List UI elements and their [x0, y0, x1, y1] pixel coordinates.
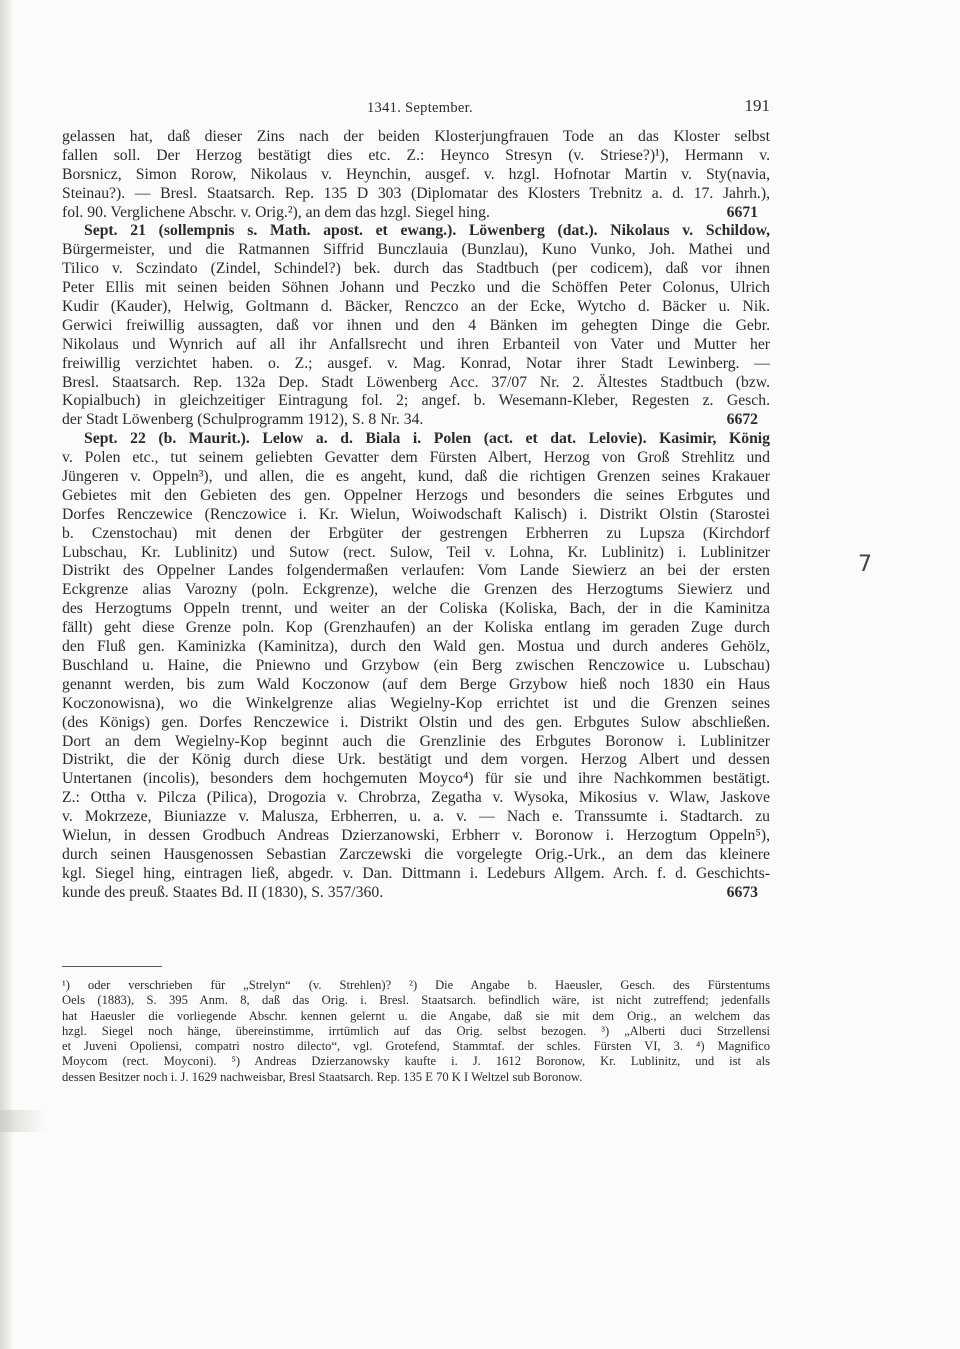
text-line: (des Königs) gen. Dorfes Renczewice i. Distrikt Olstin und des gen. Erbgutes Sulow abschließen.: [62, 713, 770, 731]
text-line-with-entry: [62, 884, 770, 903]
text-line-with-entry: [62, 204, 770, 223]
scan-edge-shadow: [0, 0, 14, 1349]
entry-number: 6672: [726, 411, 758, 429]
text-line: Jüngeren v. Oppeln³), und allen, die es angeht, kund, daß die richtigen Grenzen seines Krakauer: [62, 468, 770, 486]
text-line: Dorfes Renczewice (Renczowice i. Kr. Wielun, Woiwodschaft Kalisch) i. Distrikt Olstin (Starostei: [62, 505, 770, 523]
text-line: Peter Ellis mit seinen beiden Söhnen Johann und Peczko und die Schöffen Peter Colonus, Ulrich: [62, 279, 770, 297]
entry-heading: Sept. 21 (sollempnis s. Math. apost. et ewang.). Löwenberg (dat.). Nikolaus v. Schildow,: [84, 222, 770, 240]
footnote-line: et Juveni Opoliensi, compatri nostro dilecto“, vgl. Grotefend, Stammtaf. der schles. Fürsten VI, 3. ⁴) Magnifico: [62, 1039, 770, 1054]
page-header: [62, 96, 770, 122]
text-line: Z.: Ottha v. Pilcza (Pilica), Drogozia v. Chrobrza, Zegatha v. Wysoka, Mikosius v. Wlaw, Jaskove: [62, 789, 770, 807]
entry-heading: Sept. 22 (b. Maurit.). Lelow a. d. Biala i. Polen (act. et dat. Lelovie). Kasimir, König: [84, 430, 770, 448]
text-line: Borsnicz, Simon Rorow, Nikolaus v. Heynchin, ausgef. v. hzgl. Hofnotar Martin v. Sty(navia,: [62, 165, 770, 183]
text-line: Dort an dem Wegielny-Kop beginnt auch die Grenzlinie des Erbgutes Boronow i. Lublinitzer: [62, 732, 770, 750]
text-line: den Fluß gen. Kaminizka (Kaminitza), durch den Wald gen. Mostua und durch anderes Gehölz,: [62, 638, 770, 656]
footnote-line: hzgl. Siegel noch hänge, übereinstimme, irrtümlich auf das Orig. selbst bezogen. ³) „Alberti duci Strzellensi: [62, 1023, 770, 1038]
text-line: Kudir (Kauder), Helwig, Goltmann d. Bäcker, Renczco an der Ecke, Wytcho d. Bäcker u. Nik.: [62, 298, 770, 316]
text-line: Lubschau, Kr. Lublinitz) und Sutow (rect. Sulow, Teil v. Lohna, Kr. Lublinitz) i. Lublinitzer: [62, 543, 770, 561]
text-line: des Herzogtums Oppeln trennt, und weiter an der Coliska (Koliska, Bach, der in die Kaminitza: [62, 600, 770, 618]
footnotes: [62, 978, 770, 1085]
entry-number: 6671: [726, 203, 758, 221]
text-line: Nikolaus und Wynrich auf all ihr Anfallsrecht und ihren Erbanteil von Vater und Mutter her: [62, 335, 770, 353]
footnote-line: Oels (1883), S. 395 Anm. 8, daß das Orig. i. Bresl. Staatsarch. befindlich wäre, ist nicht zutreffend; jedenfalls: [62, 993, 770, 1008]
text-line: Wielun, in dessen Grodbuch Andreas Dzierzanowski, Erbherr v. Boronow i. Herzogtum Oppeln⁵),: [62, 826, 770, 844]
text-line: Steinau?). — Bresl. Staatsarch. Rep. 135 D 303 (Diplomatar des Klosters Trebnitz a. d. 17. Jahrh.),: [62, 184, 770, 202]
text-line: genannt werden, bis zum Wald Koczonow (auf dem Berge Grzybow hieß noch 1830 ein Haus: [62, 675, 770, 693]
text-line: gelassen hat, daß dieser Zins nach der beiden Klosterjungfrauen Tode an das Kloster selbst: [62, 128, 770, 145]
text-line: durch seinen Hausgenossen Sebastian Zarczewski die vorgelegte Orig.-Urk., an dem das kleinere: [62, 845, 770, 863]
text-line: der Stadt Löwenberg (Schulprogramm 1912), S. 8 Nr. 34.: [62, 411, 424, 429]
text-line: Gebietes mit den Gebieten des gen. Oppelner Herzogs und besonders die seines Erbgutes und: [62, 486, 770, 504]
text-line: Untertanen (incolis), besonders dem hochgemuten Moyco⁴) für sie und ihre Nachkommen bestätigt.: [62, 770, 770, 788]
text-line-with-entry: [62, 411, 770, 430]
text-line: Koczonowisna), wo die Winkelgrenze alias Wegielny-Kop errichtet ist und die Grenzen seines: [62, 694, 770, 712]
footnote-line: Moycom (rect. Moyconi). ⁵) Andreas Dzierzanowsky kaufte i. J. 1612 Boronow, Kr. Lublinitz, und ist als: [62, 1054, 770, 1069]
running-head: 1341. September.: [367, 100, 473, 116]
text-line: Tilico v. Sczindato (Zindel, Schindel?) bek. durch das Stadtbuch (per codicem), daß vor ihnen: [62, 260, 770, 278]
text-line: v. Polen etc., tut seinem geliebten Gevatter dem Fürsten Albert, Herzog von Groß Strehlitz und: [62, 449, 770, 467]
text-line: fallen soll. Der Herzog bestätigt dies etc. Z.: Heynco Stresyn (v. Striese?)¹), Hermann v.: [62, 146, 770, 164]
text-line: Eckgrenze alias Varozny (poln. Eckgrenze), welche die Grenzen des Herzogtums Siewierz und: [62, 581, 770, 599]
text-line: Bresl. Staatsarch. Rep. 132a Dep. Stadt Löwenberg Acc. 37/07 Nr. 2. Ältestes Stadtbuch (bzw.: [62, 373, 770, 391]
entry-number: 6673: [726, 883, 758, 901]
text-line: Kopialbuch) in gleichzeitiger Eintragung fol. 2; angef. b. Wesemann-Kleber, Regesten z. Gesch.: [62, 392, 770, 410]
text-line: fällt) geht diese Grenze poln. Kop (Grenzhaufen) an der Koliska entlang im geraden Zuge durch: [62, 619, 770, 637]
footnote-rule: [62, 966, 162, 967]
footnote-line: hat Haeusler die vorliegende Abschr. kennen gelernt u. die Angabe, daß sie mit dem Orig., an welchem das: [62, 1008, 770, 1023]
page-number: 191: [744, 96, 770, 115]
footnote-line: ¹) oder verschrieben für „Strelyn“ (v. Strehlen)? ²) Die Angabe b. Haeusler, Gesch. des Fürstentums: [62, 978, 770, 992]
text-line: Distrikt, die der König durch diese Urk. bestätigt und dem vorgen. Herzog Albert und dessen: [62, 751, 770, 769]
text-line: v. Mokrzeze, Biuniazze v. Malusza, Erbherren, u. a. v. — Nach e. Transsumte i. Stadtarch. zu: [62, 808, 770, 826]
handwritten-margin-mark: 7: [858, 552, 872, 577]
footnote-line: dessen Besitzer noch i. J. 1629 nachweisbar, Bresl Staatsarch. Rep. 135 E 70 K I Weltzel sub Boronow.: [62, 1069, 583, 1084]
text-line: freiwillig verzichtet haben. o. Z.; ausgef. v. Mag. Konrad, Notar ihrer Stadt Lewinberg. —: [62, 354, 770, 372]
text-line: Bürgermeister, und die Ratmannen Siffrid Bunczlauia (Bunzlau), Kuno Vunko, Joh. Mathei und: [62, 241, 770, 259]
text-line: kgl. Siegel hing, eintragen ließ, abgedr. v. Dan. Dittmann i. Ledeburs Allgem. Arch. f. d. Geschichts-: [62, 864, 770, 882]
text-line: Buschland u. Haine, die Pniewno und Grzybow (ein Berg zwischen Renczowice u. Lubschau): [62, 656, 770, 674]
scan-smudge: [0, 1110, 46, 1132]
text-line: Gerwici freiwillig aussagten, daß vor ihnen und den 4 Bänken im gehegten Dinge die Gebr.: [62, 316, 770, 334]
text-line: kunde des preuß. Staates Bd. II (1830), S. 357/360.: [62, 883, 384, 901]
text-line: b. Czenstochau) mit denen der Erbgüter der gestrengen Erbherren zu Lupsza (Kirchdorf: [62, 524, 770, 542]
main-text: [62, 128, 770, 903]
text-line: fol. 90. Verglichene Abschr. v. Orig.²), an dem das hzgl. Siegel hing.: [62, 203, 490, 221]
text-line: Distrikt des Oppelner Landes folgendermaßen verlaufen: Vom Lande Siewierz an bei der ersten: [62, 562, 770, 580]
